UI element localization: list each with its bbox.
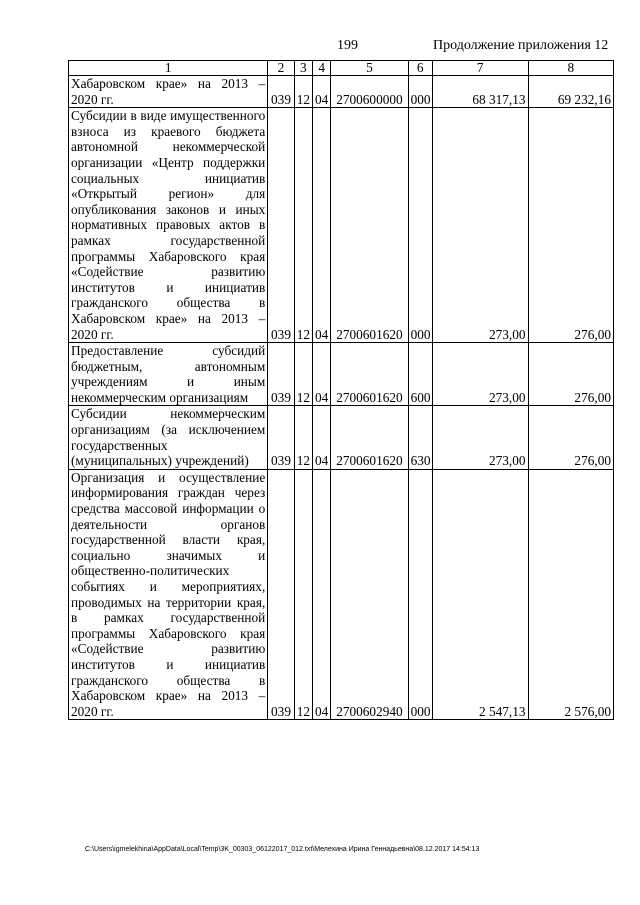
page-number: 199 [337, 38, 358, 53]
subsection-code: 04 [313, 76, 331, 108]
subsection-code: 04 [313, 108, 331, 343]
amount-col-8: 2 576,00 [528, 469, 613, 720]
amount-col-8: 276,00 [528, 343, 613, 406]
subsection-code: 04 [313, 469, 331, 720]
table-row [69, 343, 614, 406]
column-header: 2 [268, 61, 294, 76]
section-code: 12 [294, 406, 312, 469]
expense-type-code: 630 [408, 406, 432, 469]
amount-col-7: 273,00 [432, 406, 528, 469]
row-description: Хабаровском крае» на 2013 – 2020 гг. [69, 76, 268, 108]
amount-col-7: 2 547,13 [432, 469, 528, 720]
column-header: 7 [432, 61, 528, 76]
column-header: 5 [331, 61, 408, 76]
column-header: 1 [69, 61, 268, 76]
column-header: 6 [408, 61, 432, 76]
column-header: 3 [294, 61, 312, 76]
column-header: 4 [313, 61, 331, 76]
subsection-code: 04 [313, 343, 331, 406]
section-code: 12 [294, 343, 312, 406]
amount-col-7: 273,00 [432, 343, 528, 406]
amount-col-8: 276,00 [528, 108, 613, 343]
target-article-code: 2700601620 [331, 108, 408, 343]
section-code: 12 [294, 108, 312, 343]
table-row [69, 76, 614, 108]
amount-col-7: 68 317,13 [432, 76, 528, 108]
amount-col-8: 276,00 [528, 406, 613, 469]
table-row [69, 108, 614, 343]
continuation-label: Продолжение приложения 12 [433, 38, 609, 53]
section-code: 12 [294, 76, 312, 108]
row-description: Предоставление субсидий бюджетным, автономным учреждениям и иным некоммерческим организациям [69, 343, 268, 406]
row-description: Субсидии в виде имущественного взноса из краевого бюджета автономной некоммерческой организации «Центр поддержки социальных инициатив «Открытый регион» для опубликования законов и иных нормативных правовых актов в рамках государственной программы Хабаровского края «Содействие развитию институтов и инициатив гражданского общества в Хабаровском крае» на 2013 – 2020 гг. [69, 108, 268, 343]
column-header: 8 [528, 61, 613, 76]
ministry-code: 039 [268, 406, 294, 469]
header-row [69, 61, 614, 76]
section-code: 12 [294, 469, 312, 720]
row-description: Организация и осуществление информирования граждан через средства массовой информации о деятельности органов государственной власти края, социально значимых и общественно-политических событиях и мероприятиях, проводимых на территории края, в рамках государственной программы Хабаровского края «Содействие развитию институтов и инициатив гражданского общества в Хабаровском крае» на 2013 – 2020 гг. [69, 469, 268, 720]
expense-type-code: 600 [408, 343, 432, 406]
row-description: Субсидии некоммерческим организациям (за исключением государственных (муниципальных) учреждений) [69, 406, 268, 469]
amount-col-7: 273,00 [432, 108, 528, 343]
ministry-code: 039 [268, 108, 294, 343]
table-row [69, 469, 614, 720]
amount-col-8: 69 232,16 [528, 76, 613, 108]
footer-file-path: C:\Users\igmelekhina\AppData\Local\Temp\3K_00303_06122017_012.txt\Мелехина Ирина Геннадьевна\08.12.2017 14:54:13 [85, 846, 480, 853]
ministry-code: 039 [268, 343, 294, 406]
expense-type-code: 000 [408, 76, 432, 108]
expense-type-code: 000 [408, 108, 432, 343]
target-article-code: 2700600000 [331, 76, 408, 108]
ministry-code: 039 [268, 76, 294, 108]
subsection-code: 04 [313, 406, 331, 469]
target-article-code: 2700601620 [331, 343, 408, 406]
target-article-code: 2700601620 [331, 406, 408, 469]
budget-table [68, 60, 614, 720]
ministry-code: 039 [268, 469, 294, 720]
target-article-code: 2700602940 [331, 469, 408, 720]
expense-type-code: 000 [408, 469, 432, 720]
table-row [69, 406, 614, 469]
